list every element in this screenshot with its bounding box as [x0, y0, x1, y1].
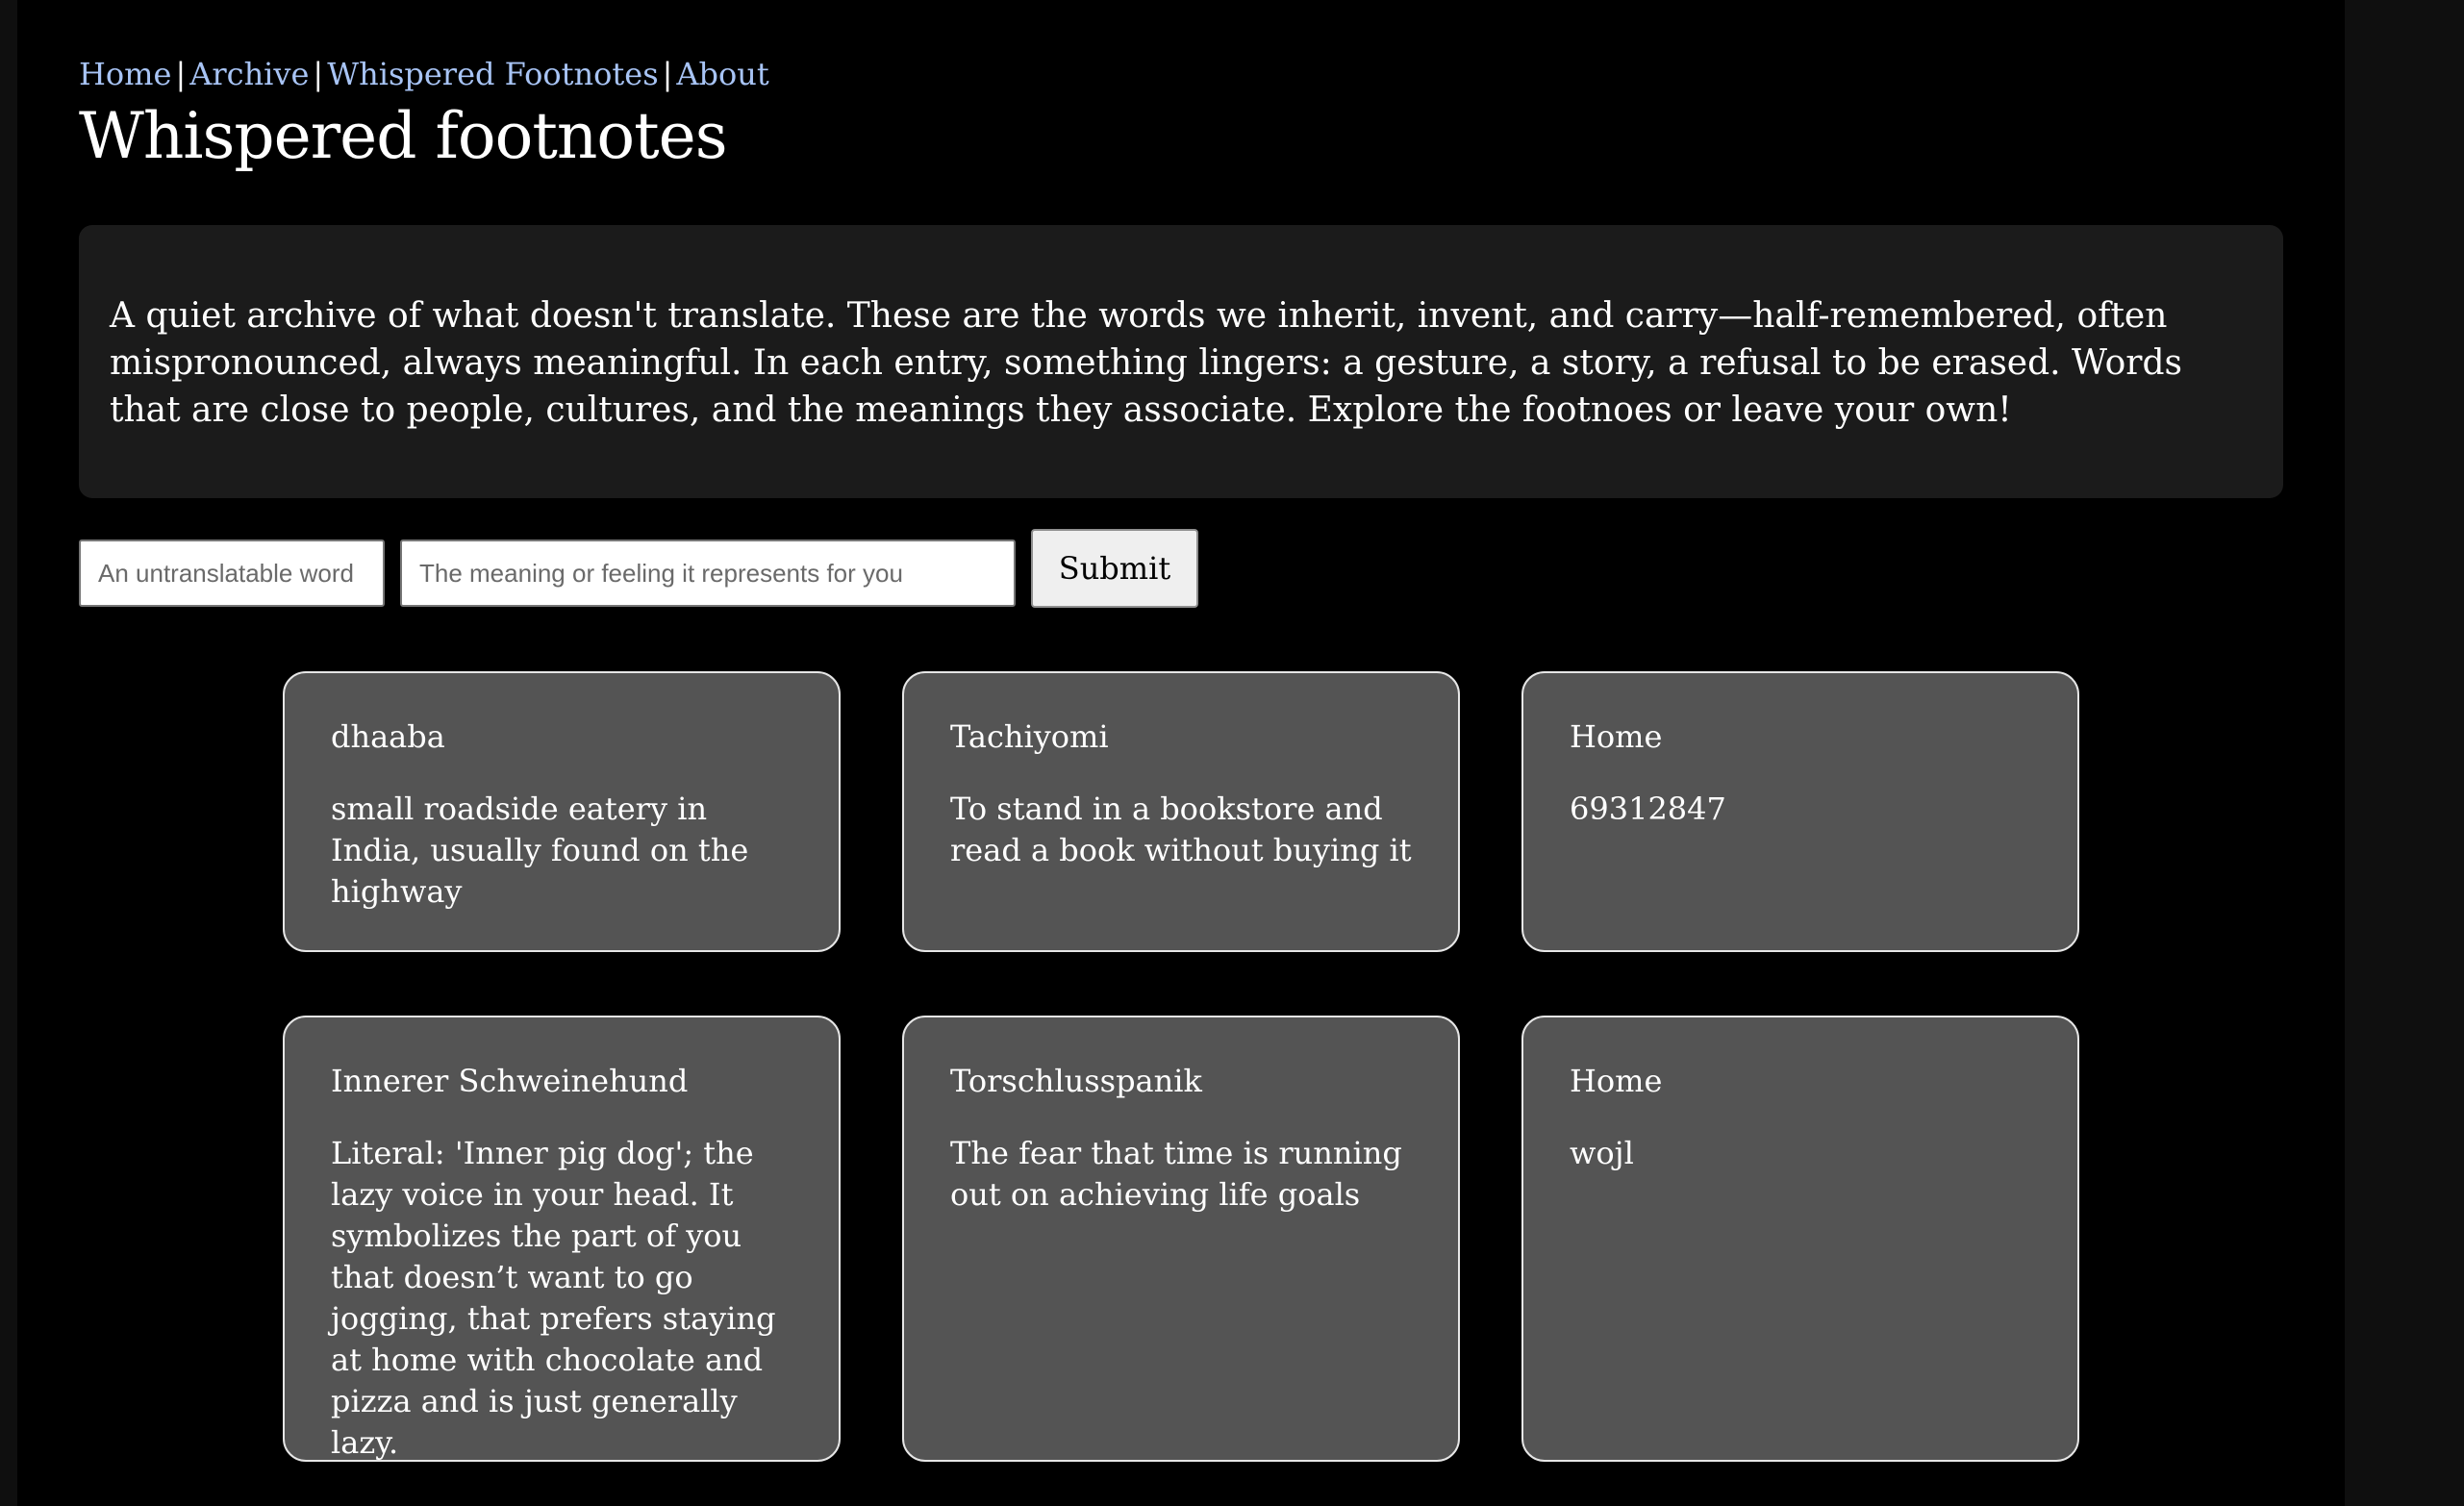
intro-panel: [79, 225, 2283, 498]
nav-separator: |: [662, 56, 673, 92]
nav-separator: |: [313, 56, 324, 92]
card-meaning: 69312847: [1570, 791, 1726, 827]
page-title: Whispered footnotes: [79, 99, 727, 173]
card-meaning: The fear that time is running out on achieving life goals: [950, 1135, 1402, 1213]
nav-link-archive[interactable]: Archive: [189, 56, 310, 92]
card-meaning: small roadside eatery in India, usually found on the highway: [331, 791, 749, 910]
footnote-card: [902, 1016, 1460, 1462]
card-word: Tachiyomi: [950, 718, 1109, 755]
page-content: [79, 50, 2283, 608]
footnote-card: [1521, 671, 2079, 952]
card-word: Innerer Schweinehund: [331, 1063, 689, 1099]
card-word: Torschlusspanik: [950, 1063, 1202, 1099]
nav-link-home[interactable]: Home: [79, 56, 172, 92]
top-nav: [79, 50, 2283, 98]
submit-button[interactable]: Submit: [1031, 529, 1198, 608]
footnote-cards-grid: [283, 671, 2079, 1462]
card-meaning: wojl: [1570, 1135, 1634, 1171]
intro-text: A quiet archive of what doesn't translate. These are the words we inherit, invent, and carry—half-remembered, often mispronounced, always meaningful. In each entry, something lingers: a gesture, a story, a refusal to be erased. Words that are close to people, cultures, and the meanings they associate. Explore the footnoes or leave your own!: [110, 296, 2183, 430]
card-word: dhaaba: [331, 718, 445, 755]
footnote-card: [1521, 1016, 2079, 1462]
footnote-card: [283, 671, 841, 952]
word-input[interactable]: [79, 540, 385, 607]
footnote-card: [902, 671, 1460, 952]
meaning-input[interactable]: [400, 540, 1016, 607]
left-edge-strip: [0, 0, 17, 1506]
nav-link-about[interactable]: About: [676, 56, 769, 92]
nav-separator: |: [175, 56, 187, 92]
footnote-card: [283, 1016, 841, 1462]
nav-link-whispered-footnotes[interactable]: Whispered Footnotes: [327, 56, 659, 92]
submit-word-form: [79, 529, 2283, 608]
card-meaning: Literal: 'Inner pig dog'; the lazy voice in your head. It symbolizes the part of you that doesn’t want to go jogging, that prefers staying at home with chocolate and pizza and is just generally lazy.: [331, 1135, 776, 1461]
card-word: Home: [1570, 718, 1663, 755]
card-meaning: To stand in a bookstore and read a book without buying it: [950, 791, 1412, 868]
right-edge-strip: [2345, 0, 2464, 1506]
card-word: Home: [1570, 1063, 1663, 1099]
